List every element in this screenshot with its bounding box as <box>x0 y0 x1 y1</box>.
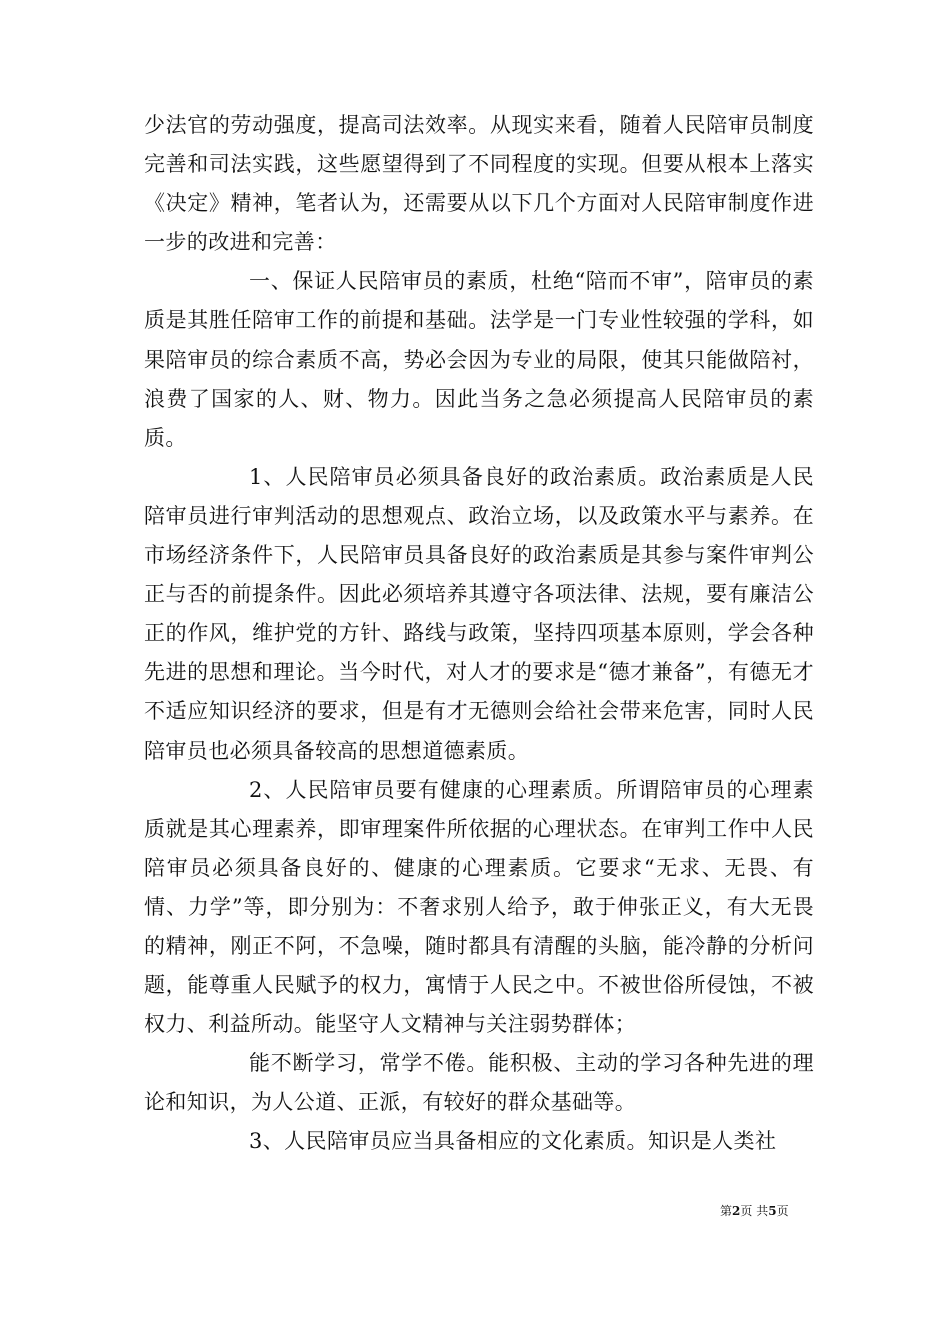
footer-current-page: 2 <box>732 1204 741 1218</box>
paragraph-point-3-cultural-quality: 3、人民陪审员应当具备相应的文化素质。知识是人类社 <box>249 1129 777 1154</box>
footer-suffix: 页 <box>776 1204 789 1218</box>
paragraph-point-1-political-quality: 1、人民陪审员必须具备良好的政治素质。政治素质是人民陪审员进行审判活动的思想观点、政治立场，以及政策水平与素养。在市场经济条件下，人民陪审员具备良好的政治素质是其参与案件审判公正与否的前提条件。因此必须培养其遵守各项法律、法规，要有廉洁公正的作风，维护党的方针、路线与政策，坚持四项基本原则，学会各种先进的思想和理论。当今时代，对人才的要求是“德才兼备”，有德无才不适应知识经济的要求，但是有才无德则会给社会带来危害，同时人民陪审员也必须具备较高的思想道德素质。 <box>144 464 814 763</box>
footer-middle: 页 共 <box>740 1204 769 1218</box>
paragraph-continuous-learning: 能不断学习，常学不倦。能积极、主动的学习各种先进的理论和知识，为人公道、正派，有较好的群众基础等。 <box>144 1051 814 1115</box>
paragraph-point-2-psychological-quality: 2、人民陪审员要有健康的心理素质。所谓陪审员的心理素质就是其心理素养，即审理案件所依据的心理状态。在审判工作中人民陪审员必须具备良好的、健康的心理素质。它要求“无求、无畏、有情、力学”等，即分别为：不奢求别人给予，敢于伸张正义，有大无畏的精神，刚正不阿，不急噪，随时都具有清醒的头脑，能冷静的分析问题，能尊重人民赋予的权力，寓情于人民之中。不被世俗所侵蚀，不被权力、利益所动。能坚守人文精神与关注弱势群体； <box>144 777 814 1037</box>
paragraph-intro-continuation: 少法官的劳动强度，提高司法效率。从现实来看，随着人民陪审员制度完善和司法实践，这些愿望得到了不同程度的实现。但要从根本上落实《决定》精神，笔者认为，还需要从以下几个方面对人民陪审制度作进一步的改进和完善： <box>144 113 814 255</box>
document-body <box>144 106 814 1162</box>
page-number-footer <box>720 1202 820 1219</box>
footer-total-pages: 5 <box>768 1204 777 1218</box>
paragraph-section-one: 一、保证人民陪审员的素质，杜绝“陪而不审”，陪审员的素质是其胜任陪审工作的前提和基础。法学是一门专业性较强的学科，如果陪审员的综合素质不高，势必会因为专业的局限，使其只能做陪衬，浪费了国家的人、财、物力。因此当务之急必须提高人民陪审员的素质。 <box>144 269 814 450</box>
footer-prefix: 第 <box>720 1204 733 1218</box>
